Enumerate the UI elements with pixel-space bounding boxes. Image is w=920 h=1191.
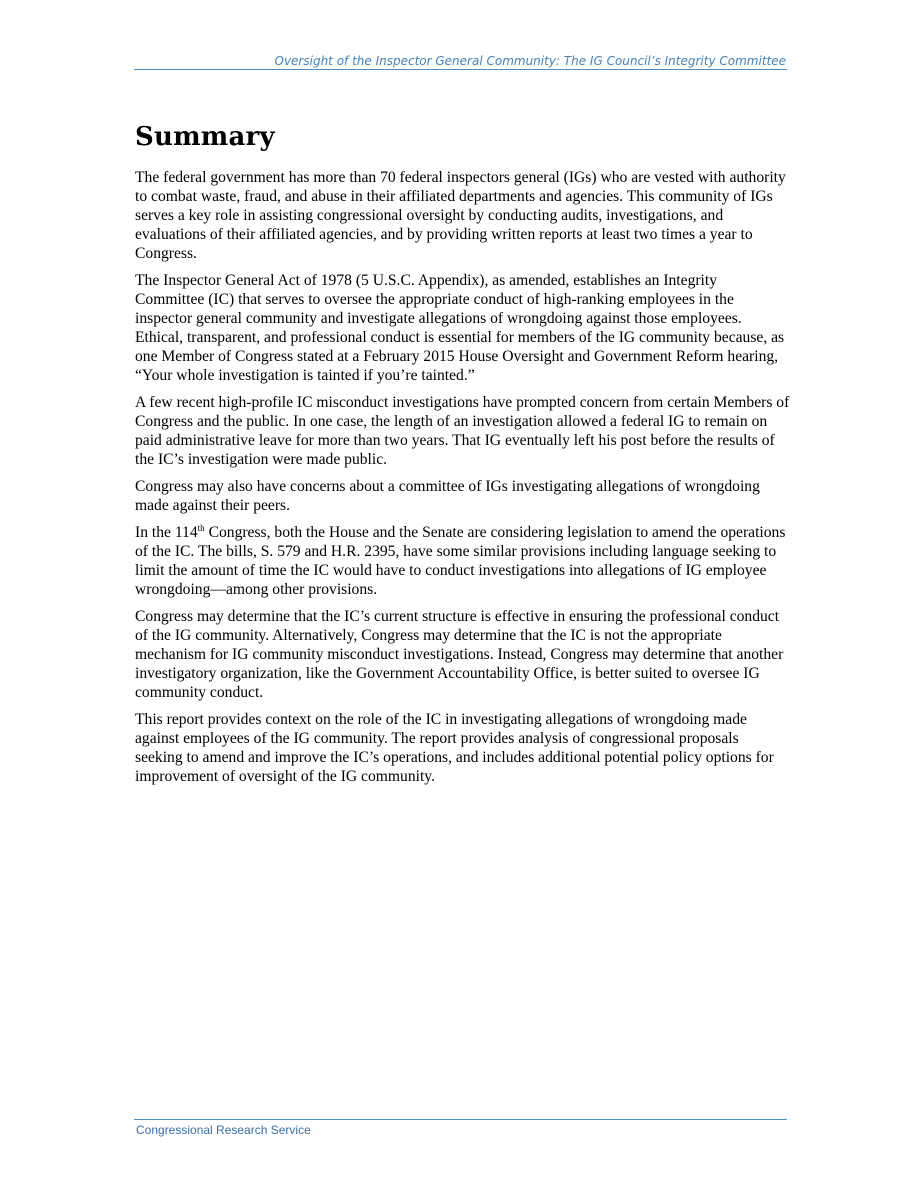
summary-body bbox=[135, 168, 790, 794]
footer-divider bbox=[134, 1119, 787, 1120]
ordinal-superscript: th bbox=[197, 523, 205, 533]
paragraph-5-prefix: In the 114 bbox=[135, 524, 198, 541]
running-header-title: Oversight of the Inspector General Community: The IG Council’s Integrity Committee bbox=[274, 54, 786, 68]
paragraph-1: The federal government has more than 70 federal inspectors general (IGs) who are vested with authority to combat waste, fraud, and abuse in their affiliated departments and agencies. This community of IGs serves a key role in assisting congressional oversight by conducting audits, investigations, and evaluations of their affiliated agencies, and by providing written reports at least two times a year to Congress. bbox=[135, 169, 786, 262]
page-title: Summary bbox=[135, 122, 275, 152]
paragraph-2: The Inspector General Act of 1978 (5 U.S.C. Appendix), as amended, establishes an Integrity Committee (IC) that serves to oversee the appropriate conduct of high-ranking employees in the inspector general community and investigate allegations of wrongdoing against those employees. Ethical, transparent, and professional conduct is essential for members of the IG community because, as one Member of Congress stated at a February 2015 House Oversight and Government Reform hearing, “Your whole investigation is tainted if you’re tainted.” bbox=[135, 272, 785, 384]
footer-publisher: Congressional Research Service bbox=[136, 1123, 311, 1137]
paragraph-5 bbox=[135, 523, 790, 599]
paragraph-3: A few recent high-profile IC misconduct investigations have prompted concern from certain Members of Congress and the public. In one case, the length of an investigation allowed a federal IG to remain on paid administrative leave for more than two years. That IG eventually left his post before the results of the IC’s investigation were made public. bbox=[135, 394, 790, 468]
paragraph-4: Congress may also have concerns about a committee of IGs investigating allegations of wrongdoing made against their peers. bbox=[135, 478, 760, 514]
header-divider bbox=[134, 69, 787, 70]
paragraph-5-rest: Congress, both the House and the Senate are considering legislation to amend the operations of the IC. The bills, S. 579 and H.R. 2395, have some similar provisions including language seeking to limit the amount of time the IC would have to conduct investigations into allegations of IG employee wrongdoing—among other provisions. bbox=[135, 524, 786, 598]
paragraph-6: Congress may determine that the IC’s current structure is effective in ensuring the professional conduct of the IG community. Alternatively, Congress may determine that the IC is not the appropriate mechanism for IG community misconduct investigations. Instead, Congress may determine that another investigatory organization, like the Government Accountability Office, is better suited to oversee IG community conduct. bbox=[135, 608, 784, 701]
paragraph-7: This report provides context on the role of the IC in investigating allegations of wrongdoing made against employees of the IG community. The report provides analysis of congressional proposals seeking to amend and improve the IC’s operations, and includes additional potential policy options for improvement of oversight of the IG community. bbox=[135, 711, 774, 785]
